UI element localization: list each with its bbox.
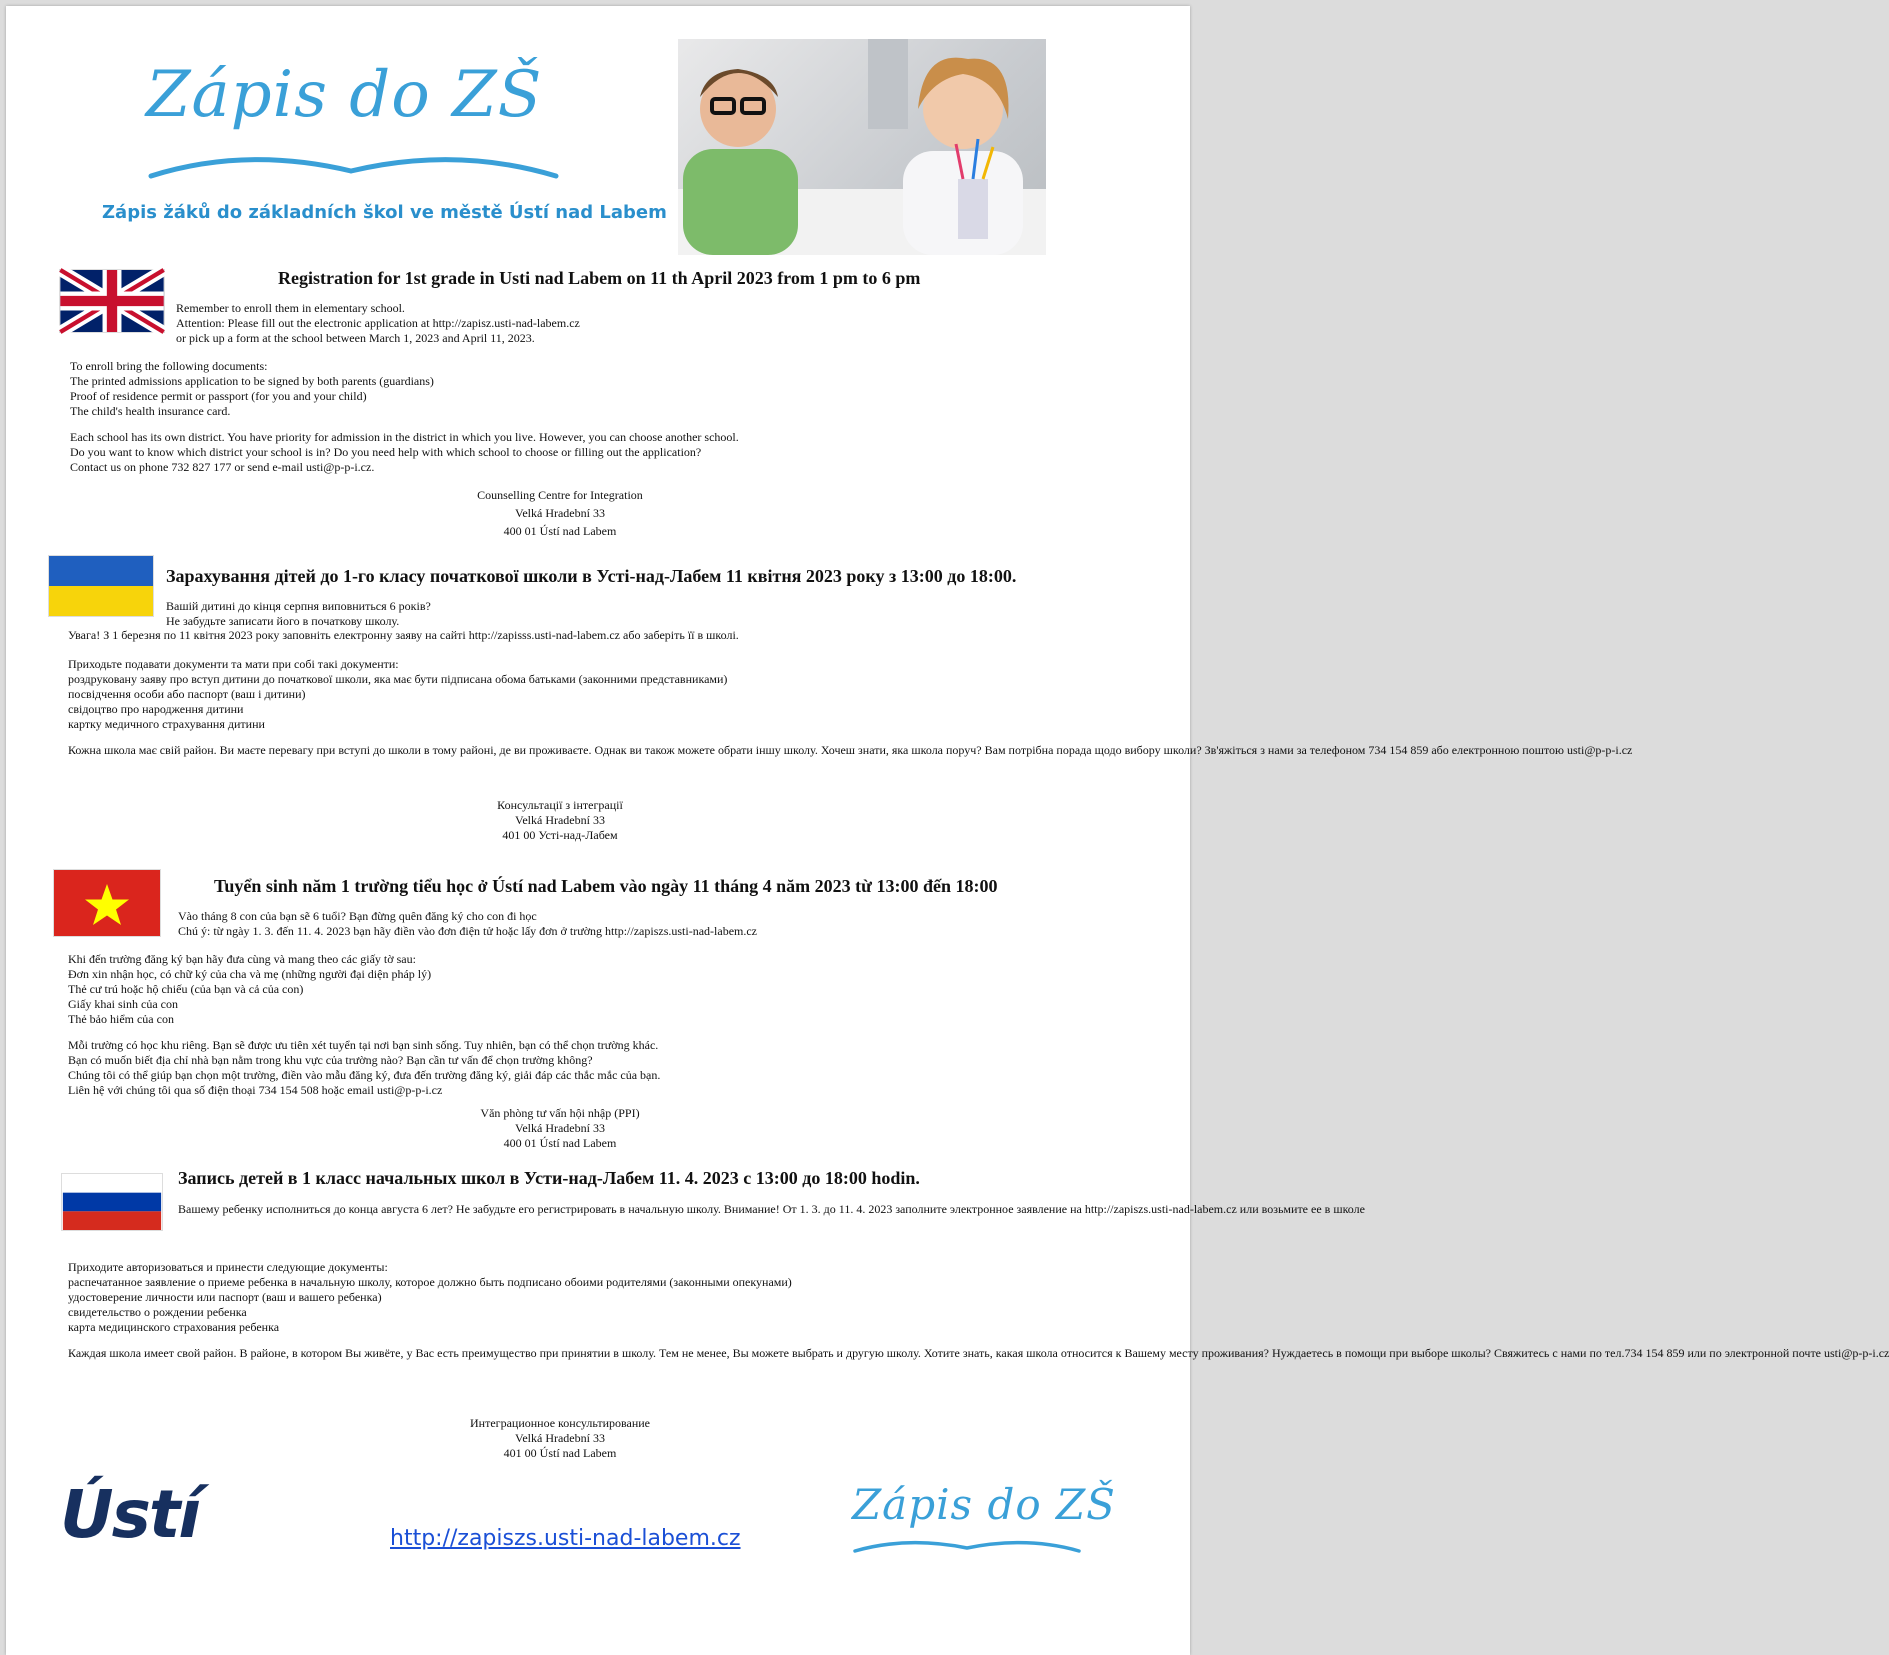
- usti-city-logo: Ústí: [60, 1476, 200, 1553]
- header-logo: Zápis do ZŠ: [146, 58, 543, 132]
- section-documents-uk: Приходьте подавати документи та мати при собі такі документи: роздруковану заяву про вступ дитини до початкової школи, яка має бути підписана обома батьками (законними представниками) посвідчення особи або паспорт (ваш і дитини) свідоцтво про народження дитини картку медичного страхування дитини: [68, 657, 728, 731]
- section-heading-ru: Запись детей в 1 класс начальных школ в Усти-над-Лабем 11. 4. 2023 с 13:00 до 18:00 hodin.: [178, 1168, 920, 1188]
- section-heading-uk: Зарахування дітей до 1-го класу початкової школи в Усті-над-Лабем 11 квітня 2023 року з 13:00 до 18:00.: [166, 566, 1017, 586]
- section-intro2-uk: Увага! З 1 березня по 11 квітня 2023 року заповніть електронну заяву на сайті http://zapisss.usti-nad-labem.cz або заберіть її в школі.: [68, 628, 739, 642]
- section-contact-en: Counselling Centre for Integration Velká Hradební 33 400 01 Ústí nad Labem: [477, 488, 643, 538]
- flyer-page: [6, 6, 1889, 1655]
- russia-flag-icon: [62, 1174, 162, 1230]
- section-intro-vi: Vào tháng 8 con của bạn sẽ 6 tuổi? Bạn đừng quên đăng ký cho con đi học Chú ý: từ ngày 1. 3. đến 11. 4. 2023 bạn hãy điền vào đơn điện tử hoặc lấy đơn ở trường http://zapiszs.usti-nad-labem.cz: [178, 909, 757, 938]
- section-heading-vi: Tuyển sinh năm 1 trường tiểu học ở Ústí nad Labem vào ngày 11 tháng 4 năm 2023 từ 13:00 đến 18:00: [214, 876, 998, 896]
- section-district-ru: Каждая школа имеет свой район. В районе, в котором Вы живёте, у Вас есть преимущество при принятии в школу. Тем не менее, Вы можете выбрать и другую школу. Хотите знать, какая школа относится к Вашему месту проживания? Нуждаетесь в помощи при выборе школы? Свяжитесь с нами по тел.734 154 859 или по электронной почте usti@p-p-i.cz: [68, 1346, 1889, 1360]
- section-heading-en: Registration for 1st grade in Usti nad Labem on 11 th April 2023 from 1 pm to 6 pm: [278, 268, 921, 288]
- vietnam-flag-icon: [54, 870, 160, 936]
- children-illustration-icon: [678, 39, 1046, 255]
- section-intro-ru: Вашему ребенку исполниться до конца августа 6 лет? Не забудьте его регистрировать в начальную школу. Внимание! От 1. 3. до 11. 4. 2023 заполните электронное заявление на http://zapiszs.usti-nad-labem.cz или возьмите ее в школе: [178, 1202, 1365, 1216]
- section-documents-ru: Приходите авторизоваться и принести следующие документы: распечатанное заявление о приеме ребенка в начальную школу, которое должно быть подписано обоими родителями (законными опекунами) удостоверение личности или паспорт (ваш и вашего ребенка) свидетельство о рождении ребенка карта медицинского страхования ребенка: [68, 1260, 792, 1334]
- section-intro-en: Remember to enroll them in elementary school. Attention: Please fill out the electronic application at http://zapisz.usti-nad-labem.cz or pick up a form at the school between March 1, 2023 and April 11, 2023.: [176, 301, 580, 345]
- ukraine-flag-icon: [49, 556, 153, 616]
- footer-swoosh-icon: [852, 1534, 1082, 1554]
- section-district-en: Each school has its own district. You have priority for admission in the district in which you live. However, you can choose another school. Do you want to know which district your school is in? Do you need help with which school to choose or filling out the application? Contact us on phone 732 827 177 or send e-mail usti@p-p-i.cz.: [70, 430, 739, 474]
- book-swoosh-icon: [146, 146, 566, 186]
- section-documents-vi: Khi đến trường đăng ký bạn hãy đưa cùng và mang theo các giấy tờ sau: Đơn xin nhận học, có chữ ký của cha và mẹ (những người đại diện pháp lý) Thẻ cư trú hoặc hộ chiếu (của bạn và cả của con) Giấy khai sinh của con Thẻ bảo hiểm của con: [68, 952, 432, 1026]
- section-contact-vi: Văn phòng tư vấn hội nhập (PPI) Velká Hradební 33 400 01 Ústí nad Labem: [480, 1106, 640, 1150]
- header-subtitle: Zápis žáků do základních škol ve městě Ústí nad Labem: [102, 202, 667, 223]
- footer-logo: Zápis do ZŠ: [852, 1480, 1116, 1529]
- uk-flag-icon: [60, 270, 164, 332]
- section-contact-uk: Консультації з інтеграції Velká Hradební 33 401 00 Усті-над-Лабем: [497, 798, 623, 842]
- section-contact-ru: Интеграционное консультирование Velká Hradební 33 401 00 Ústí nad Labem: [469, 1416, 651, 1460]
- section-district-uk: Кожна школа має свій район. Ви маєте перевагу при вступі до школи в тому районі, де ви проживаєте. Однак ви також можете обрати іншу школу. Хочеш знати, яка школа поруч? Вам потрібна порада щодо вибору школи? Зв'яжіться з нами за телефоном 734 154 859 або електронною поштою usti@p-p-i.cz: [68, 743, 1633, 757]
- section-intro-uk: Вашій дитині до кінця серпня виповниться 6 років? Не забудьте записати його в початкову школу.: [166, 599, 431, 628]
- section-documents-en: To enroll bring the following documents: The printed admissions application to be signed by both parents (guardians) Proof of residence permit or passport (for you and your child) The child's health insurance card.: [70, 359, 434, 418]
- section-district-vi: Mỗi trường có học khu riêng. Bạn sẽ được ưu tiên xét tuyển tại nơi bạn sinh sống. Tuy nhiên, bạn có thể chọn trường khác. Bạn có muốn biết địa chỉ nhà bạn nằm trong khu vực của trường nào? Bạn cần tư vấn để chọn trường không? Chúng tôi có thể giúp bạn chọn một trường, điền vào mẫu đăng ký, đưa đến trường đăng ký, giải đáp các thắc mắc của bạn. Liên hệ với chúng tôi qua số điện thoại 734 154 508 hoặc email usti@p-p-i.cz: [68, 1038, 661, 1097]
- children-photo: [678, 39, 1046, 255]
- registration-url-link[interactable]: http://zapiszs.usti-nad-labem.cz: [390, 1526, 741, 1551]
